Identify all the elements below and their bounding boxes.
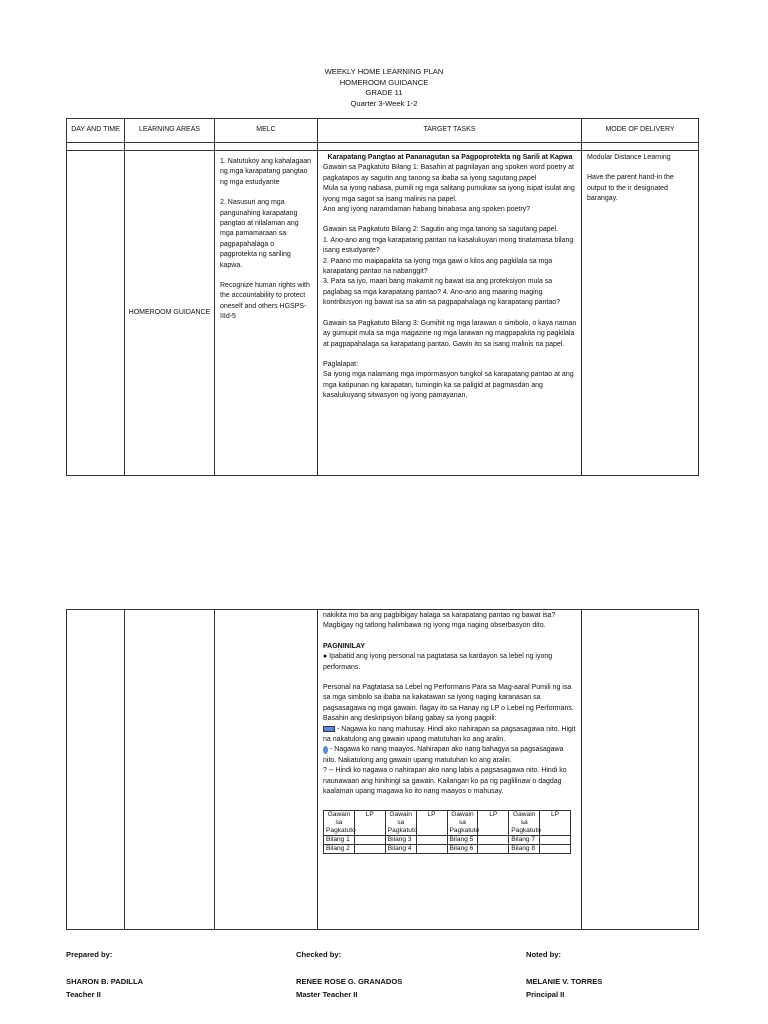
lp-cell: Bilang 3 [385,835,416,844]
tasks-title: Karapatang Pangtao at Pananagutan sa Pagpoprotekta ng Sarili at Kapwa [327,154,573,161]
lp-cell: Bilang 6 [447,844,478,853]
lp-cell [478,835,509,844]
checked-label: Checked by: [296,950,342,959]
lp-cell [354,835,385,844]
lp-header: LP [540,810,571,835]
melc-cell [215,610,318,930]
melc-2: 2. Nasusuri ang mga pangunahing karapatang pangtao at nilalaman ang mga pamamaraan sa pagpapahalaga o pagprotekta ng sariling kapwa. [220,199,299,269]
lp-cell [478,844,509,853]
pagtatasa-instructions: Personal na Pagtatasa sa Lebel ng Performans Para sa Mag-aaral Pumili ng isa sa mga simbolo sa ibaba na kakatawan sa iyong naging karanasan sa pagsasagawa ng mga gawain. Ilagay ito sa Hanay ng LP o Lebel ng Performans. Basahin ang deskripsiyon bilang gabay sa iyong pagpili: [323,684,574,723]
task-2-q2: 2. Paano mo maipapakita sa iyong mga gawi o kilos ang pagkilala sa mga karapatang pantao na nabanggit? [323,257,553,276]
noted-label: Noted by: [526,950,562,959]
lp-cell: Bilang 2 [324,844,355,853]
pagninilay-heading: PAGNINILAY [323,642,366,650]
lp-header: Gawain sa Pagkatuto [385,810,416,835]
oval-symbol-icon [323,746,328,754]
mode-cell [582,610,699,930]
col-header-target-tasks: TARGET TASKS [318,119,582,143]
task-2-q3: 3. Para sa iyo, maari bang makamit ng bawat isa ang proteksiyon mula sa paglabag sa mga karapatang pantao? 4. Ano-ano ang maaring maging kontribusyon ng bawat isa sa atin sa pagpapahalaga ng karapatang pantao? [323,278,561,307]
lp-header: LP [354,810,385,835]
lp-cell: Bilang 1 [324,835,355,844]
mode-instruction: Have the parent hand-in the output to the ir designated barangay. [587,174,674,203]
task-1: Gawain sa Pagkatuto Bilang 1: Basahin at pagnilayan ang spoken word poetry at pagkatapos ay sagutin ang tanong sa ibaba sa iyong sagutang papel [323,164,574,182]
header-subject: HOMEROOM GUIDANCE [339,77,429,87]
lp-cell: Bilang 5 [447,835,478,844]
table-header-row [67,119,699,143]
lp-cell: Bilang 8 [509,844,540,853]
lp-header-row [324,810,571,835]
learning-area-cell [125,610,215,930]
lp-table [323,810,571,854]
task-1-instructions: Mula sa iyong nabasa, pumili ng mga salitang pumukaw sa iyong isipat isulat ang iyong mga sagot sa isang malinis na papel. [323,185,575,203]
mode-cell [582,151,699,476]
lp-header: Gawain sa Pagkatuto [509,810,540,835]
indicator-3: ? -- Hindi ko nagawa o nahirapan ako nang labis a pagsasagawa nito. Hindi ko naunawaan ang hinihingi sa gawain. Kailangan ko pa ng paglilinaw o dagdag kaalaman upang magawa ko ito nang maayos o mahusay. [323,767,567,796]
prepared-by-block [66,948,143,1001]
melc-3: Recognize human rights with the accountability to protect oneself and others HGSPS-IIId-5 [220,282,310,321]
task-3: Gawain sa Pagkatuto Bilang 3: Gumihit ng mga larawan o simbolo, o kaya naman ay gumupit mula sa mga magazine ng mga larawan ng magpapakita ng pagkilala at pagpapahalaga sa karapatang pantao. Gawin ito sa isang malinis na papel. [323,319,577,348]
paglalapat-text: Sa iyong mga nalamang mga impormasyon tungkol sa karapatang pantao at ang mga katipunan ng karapatan, tumingin ka sa paligid at pagmasdan ang kasalukuyang sitwasyon ng iyong pamayanan, [323,371,574,400]
day-cell [67,610,125,930]
learning-area-text: HOMEROOM GUIDANCE [128,308,211,316]
indicator-1-text: - Nagawa ko nang mahusay. Hindi ako nahirapan sa pagsasagawa nito. Higit na nakatulong ang gawain upang matutuhan ko ang aralin. [323,725,576,744]
header-grade: GRADE 11 [365,88,403,97]
lp-header: Gawain sa Pagkatuto [447,810,478,835]
mode-text: Modular Distance Learning [587,154,671,161]
lp-cell [416,844,447,853]
melc-cell [215,151,318,476]
col-header-melc: MELC [215,119,318,143]
header-title: WEEKLY HOME LEARNING PLAN [324,67,444,76]
pagninilay-bullet: ● Ipabatid ang iyong personal na pagtatasa sa kardayon sa lebel ng iyong performans. [323,653,553,671]
table-row [67,151,699,476]
task-2: Gawain sa Pagkatuto Bilang 2: Sagutin ang mga tanong sa sagutang papel. [323,226,559,234]
lp-header: LP [478,810,509,835]
lp-cell [416,835,447,844]
col-header-day: DAY AND TIME [67,119,125,143]
lp-cell: Bilang 4 [385,844,416,853]
indicator-1 [323,725,577,746]
checked-title: Master Teacher II [296,990,358,999]
indicator-2 [323,745,577,766]
lp-header: Gawain sa Pagkatuto [324,810,355,835]
spacer-row [67,143,699,151]
table-row [67,610,699,930]
indicator-2-text: - Nagawa ko nang maayos. Nahirapan ako nang bahagya sa pagsasagawa nito. Nakatulong ang gawain upang matutuhan ko ang aralin. [323,746,564,764]
checked-name: RENEE ROSE G. GRANADOS [296,977,403,986]
noted-name: MELANIE V. TORRES [526,977,603,986]
checked-by-block [296,948,402,1001]
paglalapat-heading: Paglalapat: [323,360,359,368]
header-quarter: Quarter 3-Week 1-2 [350,98,418,108]
prepared-title: Teacher II [66,990,101,999]
learning-plan-table-continued [66,609,699,930]
lp-cell [540,844,571,853]
lp-row [324,835,571,844]
learning-plan-table [66,118,699,476]
task-2-q1: 1. Ano-ano ang mga karapatang pantao na kasalukuyan mong tinatamasa bilang isang estudyante? [323,236,574,255]
document-header [0,67,768,109]
lp-cell [354,844,385,853]
lp-cell [540,835,571,844]
noted-by-block [526,948,602,1001]
day-cell [67,151,125,476]
noted-title: Principal II [526,990,565,999]
task-continuation: nakikita mo ba ang pagbibigay halaga sa karapatang pantao ng bawat isa? Magbigay ng tatlong halimbawa ng iyong mga naging obserbasyon dito. [323,612,556,630]
lp-cell: Bilang 7 [509,835,540,844]
melc-1: 1. Natutukoy ang kahalagaan ng mga karapatang pangtao ng mga estudyante [220,158,312,186]
lp-row [324,844,571,853]
lp-header: LP [416,810,447,835]
target-tasks-cell [318,151,582,476]
learning-area-cell [125,151,215,476]
col-header-mode: MODE OF DELIVERY [582,119,699,143]
prepared-name: SHARON B. PADILLA [66,977,144,986]
target-tasks-cell [318,610,582,930]
task-1-question: Ano ang iyong naramdaman habang binabasa ang spoken poetry? [323,206,531,214]
rectangle-symbol-icon [323,726,335,732]
prepared-label: Prepared by: [66,950,113,959]
col-header-learning-areas: LEARNING AREAS [125,119,215,143]
